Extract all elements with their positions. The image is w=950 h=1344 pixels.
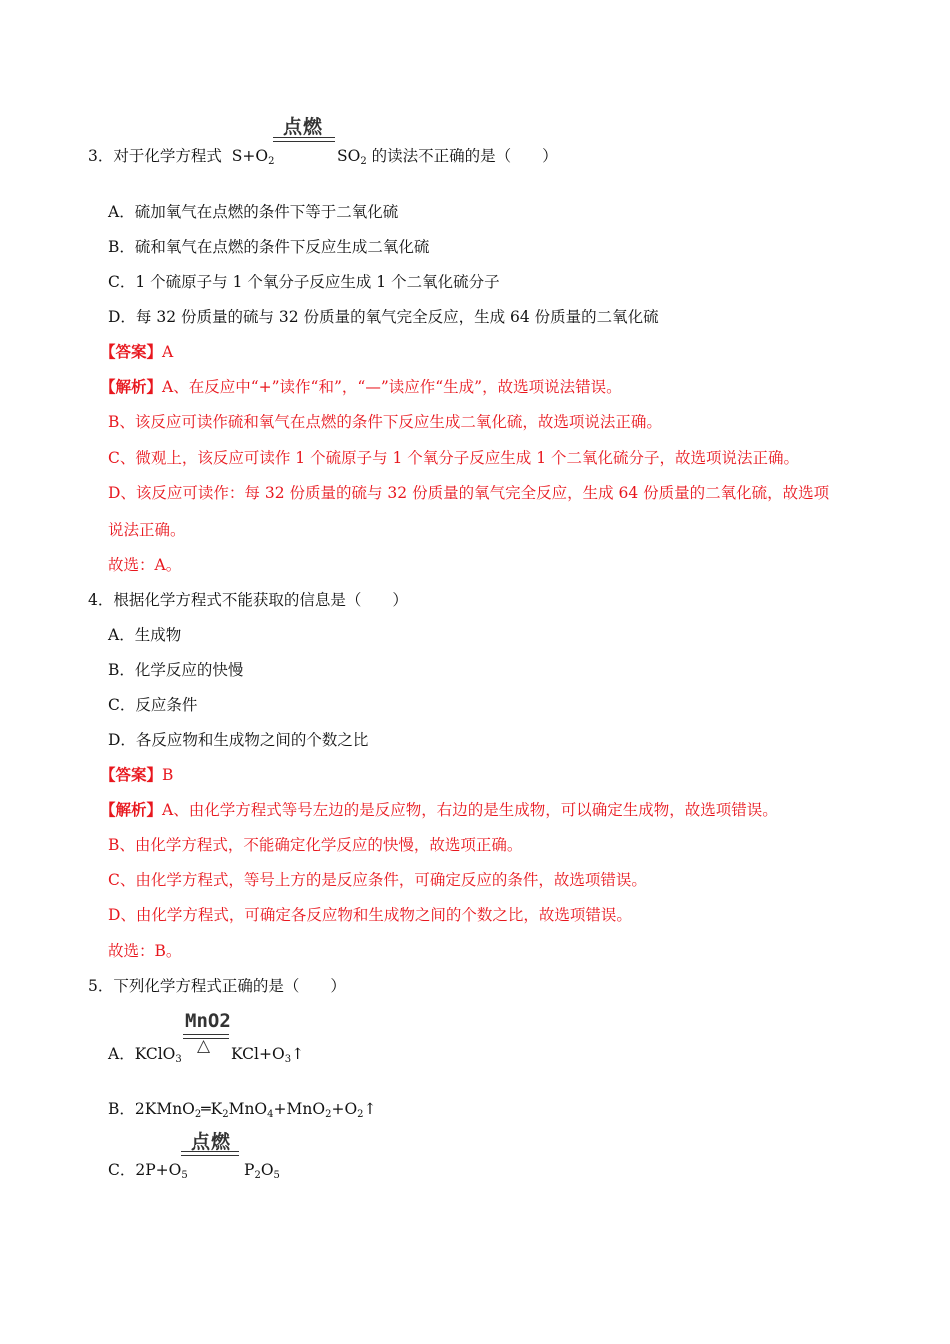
q4-analysis-1 [100,800,778,820]
q3-rhs: SO [337,147,361,165]
q5-b-s2: 2 [222,1109,229,1120]
q5-b-label: B． [108,1100,135,1118]
q5-c-rhs1-sub: 2 [254,1170,261,1181]
q5-a-heat-icon: △ [197,1036,211,1056]
q5-c-rhs2: O [260,1161,274,1179]
q5-option-a-lhs [108,1044,182,1064]
q5-b-t5: +O [331,1100,358,1118]
q5-c-label: C． [108,1161,136,1179]
q3-lhs: S+O [231,147,269,165]
q4-analysis-label: 【解析】 [100,800,163,819]
q4-answer [100,765,173,785]
q3-answer-label: 【答案】 [100,342,163,361]
q5-option-c-lhs [108,1160,188,1180]
q5-option-c-rhs [244,1160,280,1180]
q5-b-s5: 2 [357,1109,364,1120]
q5-a-label: A． [108,1045,135,1063]
q5-b-s4: 2 [325,1109,332,1120]
q5-c-rhs2-sub: 5 [273,1170,280,1181]
q3-option-a: A．硫加氧气在点燃的条件下等于二氧化硫 [108,203,399,221]
q5-option-b [108,1099,377,1119]
q5-b-s3: 4 [267,1109,274,1120]
q5-b-s1: 2 [194,1109,202,1120]
q4-analysis-4: D、由化学方程式，可确定各反应物和生成物之间的个数之比，故选项错误。 [108,906,632,924]
q5-a-catalyst-sub: 2 [219,1010,231,1032]
q4-analysis-3: C、由化学方程式，等号上方的是反应条件，可确定反应的条件，故选项错误。 [108,871,647,889]
q5-c-lhs: 2P+O [135,1161,182,1179]
q3-stem-rhs [337,146,558,166]
q4-option-c: C．反应条件 [108,696,198,714]
q5-b-t3: MnO [228,1100,268,1118]
q3-rhs-sub: 2 [360,156,367,167]
q3-analysis-label: 【解析】 [100,377,163,396]
q5-a-lhs-sub: 3 [175,1054,182,1065]
q3-analysis-3: C、微观上，该反应可读作 1 个硫原子与 1 个氧分子反应生成 1 个二氧化硫分子，故选项说法正确。 [108,449,800,467]
q5-stem: 5．下列化学方程式正确的是（ ） [88,977,346,995]
q4-answer-label: 【答案】 [100,765,163,784]
q5-a-catalyst-text: MnO [185,1010,220,1032]
q5-a-rhs: KCl+O [231,1045,285,1063]
q3-tail: 的读法不正确的是（ ） [371,147,558,165]
q3-analysis-2: B、该反应可读作硫和氧气在点燃的条件下反应生成二氧化硫，故选项说法正确。 [108,413,662,431]
q5-c-rhs1: P [244,1161,255,1179]
q3-stem [88,146,274,166]
q4-stem: 4．根据化学方程式不能获取的信息是（ ） [88,591,408,609]
q5-b-t4: +MnO [273,1100,326,1118]
q3-option-c: C．1 个硫原子与 1 个氧分子反应生成 1 个二氧化硫分子 [108,273,500,291]
q5-c-equation-bar [181,1151,239,1156]
q5-b-t1: 2KMnO [134,1100,195,1118]
q5-a-gas-arrow: ↑ [291,1045,305,1063]
q3-analysis-5: 说法正确。 [108,521,186,539]
q3-answer [100,342,173,362]
q3-equation-bar [273,137,335,142]
q3-analysis-4: D、该反应可读作：每 32 份质量的硫与 32 份质量的氧气完全反应，生成 64 份质量的二氧化硫，故选项 [108,484,830,502]
q4-answer-value: B [162,766,174,784]
q3-final: 故选：A。 [108,556,182,574]
q3-lhs-sub: 2 [268,156,275,167]
q4-analysis-2: B、由化学方程式，不能确定化学反应的快慢，故选项正确。 [108,836,523,854]
q5-a-lhs: KClO [134,1045,176,1063]
q5-c-condition: 点燃 [191,1131,232,1153]
q3-analysis-text-1: A、在反应中“+”读作“和”，“—”读应作“生成”，故选项说法错误。 [162,378,622,396]
q5-c-lhs-sub: 5 [181,1170,188,1181]
q4-analysis-text-1: A、由化学方程式等号左边的是反应物，右边的是生成物，可以确定生成物，故选项错误。 [162,801,778,819]
q3-answer-value: A [162,343,174,361]
q3-number: 3． [88,147,114,165]
q4-option-a: A．生成物 [108,626,182,644]
q3-stem-text: 对于化学方程式 [113,147,222,165]
q4-option-b: B．化学反应的快慢 [108,661,244,679]
q5-a-rhs-sub: 3 [284,1054,292,1065]
q4-option-d: D．各反应物和生成物之间的个数之比 [108,731,369,749]
q3-option-b: B．硫和氧气在点燃的条件下反应生成二氧化硫 [108,238,430,256]
q3-analysis-1 [100,377,622,397]
q5-b-t2: ═K [201,1100,223,1118]
q5-b-gas-arrow: ↑ [363,1100,377,1118]
q5-a-catalyst [185,1010,231,1032]
q3-condition: 点燃 [283,116,324,138]
q5-option-a-rhs [231,1044,304,1064]
q4-final: 故选：B。 [108,942,182,960]
q3-option-d: D．每 32 份质量的硫与 32 份质量的氧气完全反应，生成 64 份质量的二氧化硫 [108,308,659,326]
